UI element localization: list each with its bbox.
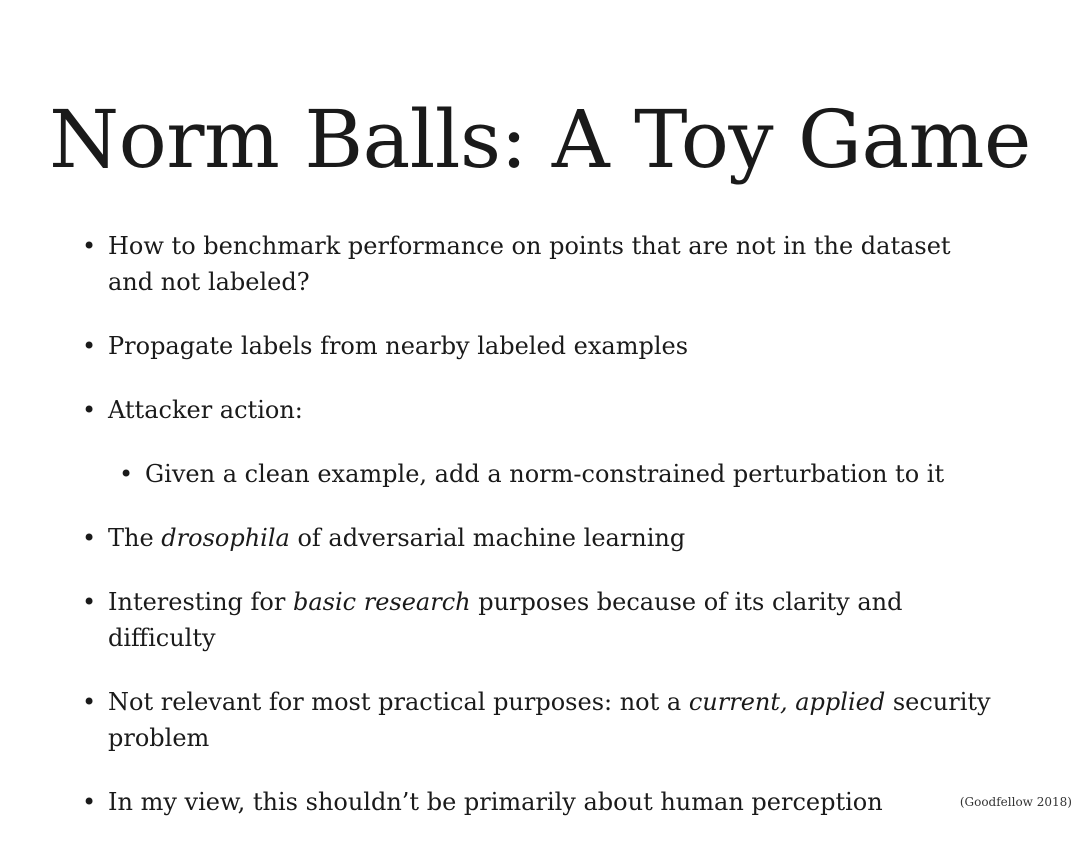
bullet-text: of adversarial machine learning [289, 524, 686, 552]
bullet-text: Not relevant for most practical purposes: not a [108, 688, 689, 716]
bullet-text: Attacker action: [108, 396, 303, 424]
bullet-text: In my view, this shouldn’t be primarily about human perception [108, 788, 883, 816]
bullet-text: Interesting for [108, 588, 293, 616]
bullet-text: Given a clean example, add a norm-constrained perturbation to it [145, 460, 945, 488]
bullet-emphasis: basic research [292, 588, 471, 616]
sub-bullet-item [117, 456, 1000, 492]
bullet-item [80, 392, 1000, 428]
bullet-item [80, 584, 1000, 656]
bullet-item [80, 784, 1000, 820]
bullet-text: purposes because of its clarity and difficulty [108, 588, 903, 652]
bullet-text: How to benchmark performance on points that are not in the dataset and not labeled? [108, 232, 951, 296]
bullet-emphasis: drosophila [161, 524, 290, 552]
citation: (Goodfellow 2018) [959, 795, 1072, 809]
bullet-text: Propagate labels from nearby labeled examples [108, 332, 689, 360]
bullet-emphasis: current, applied [688, 688, 886, 716]
slide-title: Norm Balls: A Toy Game [49, 93, 1031, 186]
bullet-list [80, 228, 1000, 848]
bullet-text: The [108, 524, 162, 552]
bullet-item [80, 328, 1000, 364]
bullet-text: security problem [108, 688, 991, 752]
bullet-item [80, 228, 1000, 300]
bullet-item [80, 520, 1000, 556]
bullet-item [80, 684, 1000, 756]
